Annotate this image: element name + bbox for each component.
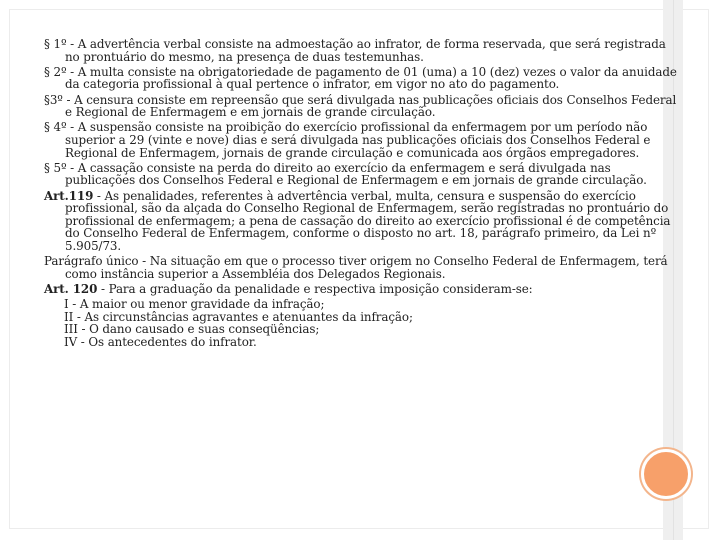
paragraph-2: § 2º - A multa consiste na obrigatoriedade de pagamento de 01 (uma) a 10 (dez) vezes o valor da anuidade da categoria profissional à qual pertence o infrator, em vigor no ato do pagamento. [44, 64, 677, 92]
article-119: Art.119 - As penalidades, referentes à advertência verbal, multa, censura e suspensão do exercício profissional, são da alçada do Conselho Regional de Enfermagem, serão registradas no prontuário do profissional de enfermagem; a pena de cassação do direito ao exercício profissional é de competência do Conselho Federal de Enfermagem, conforme o disposto no art. 18, parágrafo primeiro, da Lei nº 5.905/73. [44, 188, 671, 253]
paragraph-4: § 4º - A suspensão consiste na proibição do exercício profissional da enfermagem por um período não superior a 29 (vinte e nove) dias e será divulgada nas publicações oficiais dos Conselhos Federal e Regional de Enfermagem, jornais de grande circulação e comunicada aos órgãos empregadores. [44, 120, 651, 160]
article-120-label: Art. 120 [44, 281, 98, 296]
paragraph-unico: Parágrafo único - Na situação em que o processo tiver origem no Conselho Federal de Enfermagem, terá como instância superior a Assembléia dos Delegados Regionais. [44, 254, 668, 281]
decorative-circle [641, 449, 691, 499]
paragraph-1: § 1º - A advertência verbal consiste na admoestação ao infrator, de forma reservada, que será registrada no prontuário do mesmo, na presença de duas testemunhas. [44, 37, 666, 64]
document-body [44, 38, 684, 348]
list-item: III - O dano causado e suas conseqüências; [64, 322, 320, 337]
article-120: Art. 120 - Para a graduação da penalidade e respectiva imposição consideram-se: [44, 281, 533, 296]
list-item: IV - Os antecedentes do infrator. [64, 334, 257, 349]
list-item: I - A maior ou menor gravidade da infração; [64, 297, 325, 312]
criteria-list [44, 298, 684, 348]
article-119-label: Art.119 [44, 188, 94, 203]
paragraph-3: §3º - A censura consiste em repreensão que será divulgada nas publicações oficiais dos Conselhos Federal e Regional de Enfermagem e em jornais de grande circulação. [44, 92, 677, 120]
paragraph-5: § 5º - A cassação consiste na perda do direito ao exercício da enfermagem e será divulgada nas publicações dos Conselhos Federal e Regional de Enfermagem e em jornais de grande circulação. [44, 160, 647, 188]
list-item: II - As circunstâncias agravantes e atenuantes da infração; [64, 309, 413, 324]
